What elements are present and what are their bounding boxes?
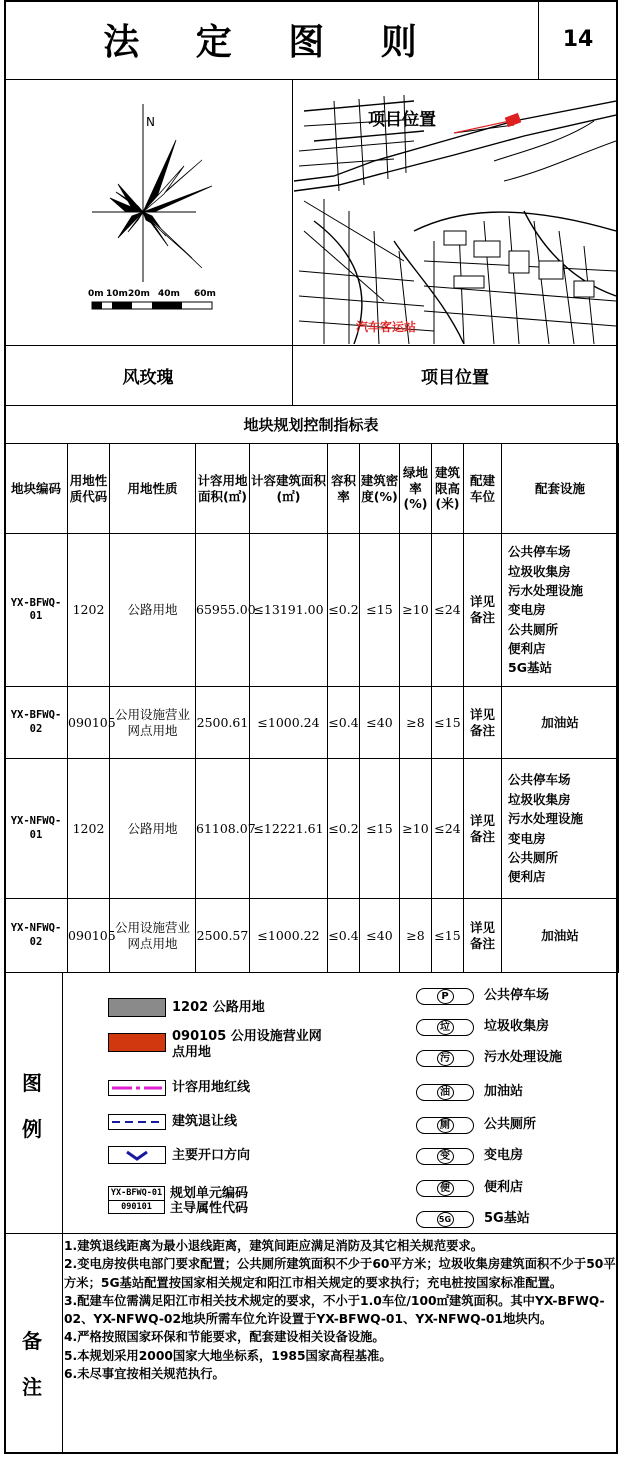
parking-symbol	[416, 988, 474, 1005]
plot-code: YX-BFWQ-01	[5, 534, 68, 687]
facility-legend-label: 公共厕所	[484, 1117, 537, 1132]
density: ≤15	[360, 534, 400, 687]
gas-station-icon: 油	[437, 1085, 454, 1100]
divider	[4, 1233, 618, 1234]
floor-area: ≤1000.22	[250, 899, 328, 973]
control-table	[4, 443, 619, 973]
facility-item: 垃圾收集房	[508, 563, 571, 579]
plot-code: YX-BFWQ-02	[5, 687, 68, 759]
plot-code: YX-NFWQ-01	[5, 759, 68, 899]
green-rate: ≥8	[400, 687, 432, 759]
legend-label: 090105 公用设施营业网点用地	[172, 1029, 322, 1060]
density: ≤40	[360, 899, 400, 973]
toilet-symbol	[416, 1117, 474, 1134]
header-cell: 建筑密度(%)	[360, 444, 400, 534]
remark-item: 1.建筑退线距离为最小退线距离，建筑间距应满足消防及其它相关规范要求。	[64, 1239, 484, 1253]
project-location-label: 项目位置	[368, 110, 436, 130]
sheet-number: 14	[562, 27, 594, 52]
density: ≤40	[360, 687, 400, 759]
facility-item: 公共厕所	[508, 849, 559, 865]
facility-item: 公共停车场	[508, 544, 571, 560]
green-rate: ≥10	[400, 534, 432, 687]
unit-code-sample-text: YX-BFWQ-01	[109, 1187, 164, 1201]
bus-station-label: 汽车客运站	[356, 320, 417, 334]
facility-item: 加油站	[541, 714, 579, 730]
divider	[62, 972, 63, 1454]
use-type: 公路用地	[110, 534, 196, 687]
unit-code-label: 规划单元编码	[170, 1186, 249, 1201]
divider	[4, 79, 618, 80]
remark-item: 4.严格按照国家环保和节能要求，配套建设相关设备设施。	[64, 1330, 385, 1345]
far: ≤0.4	[328, 687, 360, 759]
land-area: 61108.07	[196, 759, 250, 899]
sheet-title: 法 定 图 则	[103, 22, 439, 63]
control-table-title: 地块规划控制指标表	[243, 415, 379, 434]
facility-legend-label: 变电房	[484, 1148, 524, 1163]
header-cell: 配套设施	[502, 444, 619, 534]
facilities	[502, 899, 619, 973]
height-limit: ≤24	[432, 534, 464, 687]
legend-label: 建筑退让线	[172, 1114, 238, 1129]
table-header-row	[5, 444, 619, 534]
remark-item: 3.配建车位需满足阳江市相关技术规定的要求，不小于1.0车位/100㎡建筑面积。其中YX-BFWQ-02、YX-NFWQ-02地块所需车位允许设置于YX-BFWQ-01、YX-NFWQ-01地块内。	[64, 1293, 605, 1327]
use-code: 1202	[68, 534, 110, 687]
unit-code-sample	[108, 1186, 165, 1214]
facility-item: 变电房	[508, 602, 546, 618]
use-type: 公用设施营业网点用地	[110, 687, 196, 759]
remark-item: 6.未尽事宜按相关规范执行。	[64, 1367, 225, 1382]
opening-direction-symbol	[108, 1146, 166, 1164]
location-caption: 项目位置	[421, 367, 489, 388]
scale-label: 40m	[158, 289, 180, 299]
facility-item: 便利店	[508, 641, 546, 657]
remarks-heading: 备注	[22, 1329, 42, 1399]
toilet-icon: 厕	[437, 1118, 454, 1133]
legend-swatch-utility	[108, 1033, 166, 1052]
scale-label: 20m	[128, 289, 150, 299]
parking: 详见备注	[464, 687, 502, 759]
facility-item: 垃圾收集房	[508, 791, 571, 807]
parking: 详见备注	[464, 759, 502, 899]
facility-legend-label: 加油站	[484, 1084, 524, 1099]
remarks-list	[64, 1237, 616, 1383]
table-row	[5, 687, 619, 759]
parking: 详见备注	[464, 899, 502, 973]
legend-label: 主要开口方向	[172, 1148, 251, 1163]
land-area: 2500.57	[196, 899, 250, 973]
facilities	[502, 687, 619, 759]
height-limit: ≤15	[432, 687, 464, 759]
store-symbol	[416, 1180, 474, 1197]
facility-legend-label: 5G基站	[484, 1211, 530, 1226]
floor-area: ≤12221.61	[250, 759, 328, 899]
facility-item: 公共厕所	[508, 621, 559, 637]
sewage-icon: 污	[437, 1051, 454, 1066]
remark-item: 2.变电房按供电部门要求配置；公共厕所建筑面积不少于60平方米；垃圾收集房建筑面积不少于50平方米；5G基站配置按国家相关规定和阳江市相关规定的要求执行；充电桩按国家标准配置。	[64, 1257, 616, 1290]
wind-rose-graphic	[6, 82, 290, 344]
facility-legend-label: 公共停车场	[484, 988, 550, 1003]
far: ≤0.2	[328, 759, 360, 899]
green-rate: ≥10	[400, 759, 432, 899]
wind-rose-caption: 风玫瑰	[122, 367, 174, 388]
facilities	[502, 759, 619, 899]
far: ≤0.4	[328, 899, 360, 973]
facility-item: 变电房	[508, 830, 546, 846]
setback-line-symbol	[108, 1114, 166, 1130]
legend-label: 计容用地红线	[172, 1080, 251, 1095]
header-cell: 用地性质代码	[68, 444, 110, 534]
legend-swatch-road	[108, 998, 166, 1017]
attr-code-sample-text: 090101	[121, 1202, 152, 1212]
header-cell: 绿地率(%)	[400, 444, 432, 534]
land-area: 2500.61	[196, 687, 250, 759]
table-row	[5, 759, 619, 899]
facility-item: 公共停车场	[508, 772, 571, 788]
attr-code-label: 主导属性代码	[170, 1201, 249, 1216]
floor-area: ≤13191.00	[250, 534, 328, 687]
store-icon: 便	[437, 1181, 454, 1196]
facilities	[502, 534, 619, 687]
facility-legend-label: 污水处理设施	[484, 1050, 563, 1065]
red-line-symbol	[108, 1080, 166, 1096]
facility-legend-label: 便利店	[484, 1180, 524, 1195]
floor-area: ≤1000.24	[250, 687, 328, 759]
facility-item: 便利店	[508, 869, 546, 885]
table-row	[5, 899, 619, 973]
parking: 详见备注	[464, 534, 502, 687]
header-cell: 配建车位	[464, 444, 502, 534]
facility-item: 污水处理设施	[508, 811, 584, 827]
green-rate: ≥8	[400, 899, 432, 973]
sewage-symbol	[416, 1050, 474, 1067]
scale-label: 0m	[88, 289, 104, 299]
legend-label: 1202 公路用地	[172, 1000, 265, 1015]
facility-item: 5G基站	[508, 660, 552, 676]
substation-symbol	[416, 1148, 474, 1165]
header-cell: 容积率	[328, 444, 360, 534]
gas-station-symbol	[416, 1084, 474, 1101]
header-cell: 建筑限高(米)	[432, 444, 464, 534]
scale-bar	[92, 302, 212, 309]
scale-label: 60m	[194, 289, 216, 299]
header-cell: 计容用地面积(㎡)	[196, 444, 250, 534]
plot-code: YX-NFWQ-02	[5, 899, 68, 973]
far: ≤0.2	[328, 534, 360, 687]
parking-icon: P	[437, 989, 454, 1004]
height-limit: ≤15	[432, 899, 464, 973]
facility-legend-label: 垃圾收集房	[484, 1019, 550, 1034]
use-type: 公路用地	[110, 759, 196, 899]
5g-icon: 5G	[437, 1212, 454, 1227]
location-map	[294, 81, 616, 344]
table-row	[5, 534, 619, 687]
substation-icon: 变	[437, 1149, 454, 1164]
legend-heading: 图例	[22, 1071, 42, 1141]
header-cell: 用地性质	[110, 444, 196, 534]
height-limit: ≤24	[432, 759, 464, 899]
header-cell: 计容建筑面积(㎡)	[250, 444, 328, 534]
density: ≤15	[360, 759, 400, 899]
use-code: 1202	[68, 759, 110, 899]
divider	[4, 972, 618, 973]
garbage-symbol	[416, 1019, 474, 1036]
facility-item: 污水处理设施	[508, 582, 584, 598]
garbage-icon: 垃	[437, 1020, 454, 1035]
header-cell: 地块编码	[5, 444, 68, 534]
use-code: 090105	[68, 687, 110, 759]
use-type: 公用设施营业网点用地	[110, 899, 196, 973]
use-code: 090105	[68, 899, 110, 973]
facility-item: 加油站	[541, 927, 579, 943]
north-label: N	[146, 115, 155, 129]
5g-symbol	[416, 1211, 474, 1228]
land-area: 65955.00	[196, 534, 250, 687]
remark-item: 5.本规划采用2000国家大地坐标系，1985国家高程基准。	[64, 1348, 392, 1363]
scale-label: 10m	[106, 289, 128, 299]
